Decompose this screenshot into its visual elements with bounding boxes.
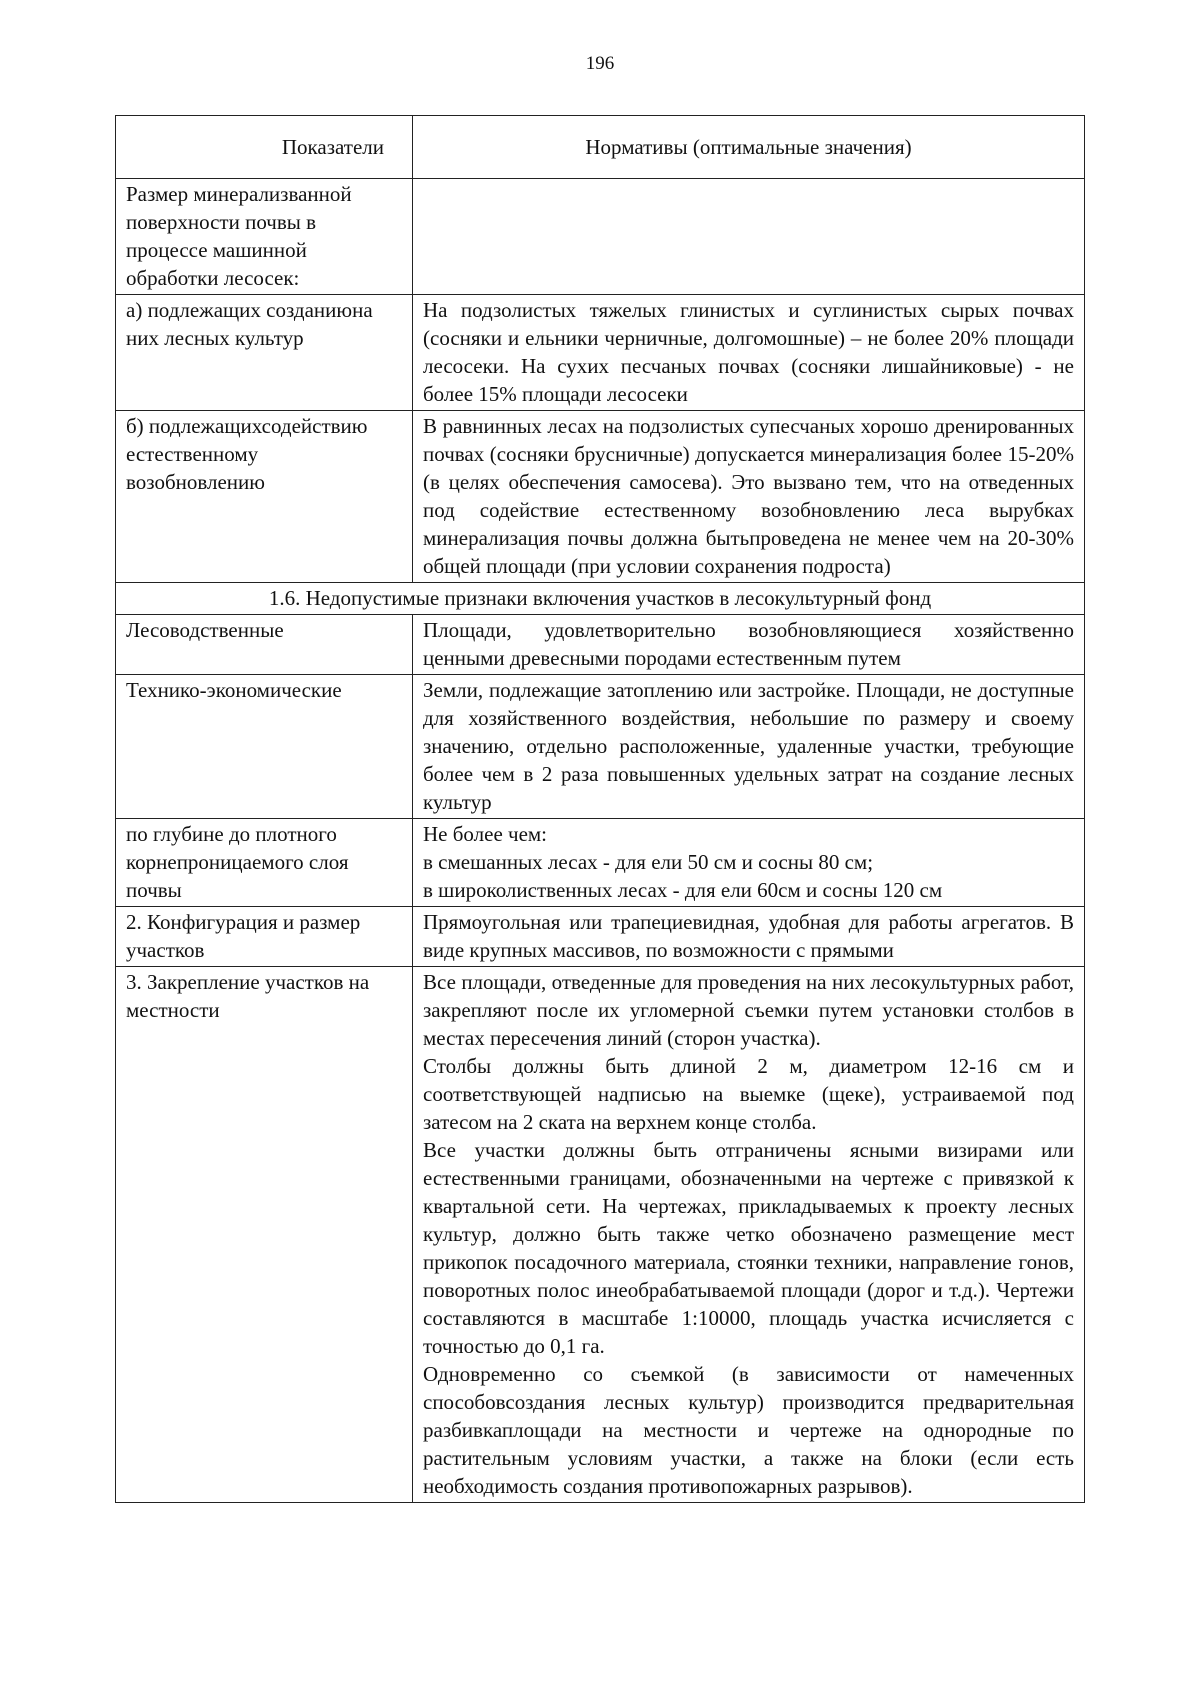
norm-paragraph: Столбы должны быть длиной 2 м, диаметром 12-16 см и соответствующей надписью на выемке (щеке), устраиваемой под затесом на 2 ската на верхнем конце столба. <box>423 1054 1074 1134</box>
table-row <box>116 819 1085 907</box>
norm-line: в смешанных лесах - для ели 50 см и сосны 80 см; <box>423 850 874 874</box>
norms-table <box>115 115 1085 1503</box>
table-row <box>116 295 1085 411</box>
section-heading: 1.6. Недопустимые признаки включения участков в лесокультурный фонд <box>116 583 1085 615</box>
table-row <box>116 179 1085 295</box>
norm-cell <box>413 819 1085 907</box>
norm-cell <box>413 179 1085 295</box>
norm-cell: В равнинных лесах на подзолистых супесчаных хорошо дренированных почвах (сосняки брусничные) допускается минерализация более 15-20% (в целях обеспечения самосева). Это вызвано тем, что на отведенных под содействие естественному возобновлению леса вырубках минерализация почвы должна бытьпроведена не менее чем на 20-30% общей площади (при условии сохранения подроста) <box>413 411 1085 583</box>
indicator-cell: а) подлежащих созданиюна них лесных культур <box>116 295 413 411</box>
header-norms: Нормативы (оптимальные значения) <box>413 116 1085 179</box>
indicator-cell: Технико-экономические <box>116 675 413 819</box>
table-row <box>116 967 1085 1503</box>
table-row <box>116 615 1085 675</box>
table-row <box>116 411 1085 583</box>
indicator-cell: Размер минерализванной поверхности почвы в процессе машинной обработки лесосек: <box>116 179 413 295</box>
section-row <box>116 583 1085 615</box>
header-indicators: Показатели <box>116 116 413 179</box>
table-row <box>116 907 1085 967</box>
indicator-cell: 2. Конфигурация и размер участков <box>116 907 413 967</box>
norm-paragraph: Одновременно со съемкой (в зависимости от намеченных способовсоздания лесных культур) производится предварительная разбивкаплощади на местности и чертеже на однородные по растительным условиям участки, а также на блоки (если есть необходимость создания противопожарных разрывов). <box>423 1362 1074 1498</box>
norm-cell: На подзолистых тяжелых глинистых и суглинистых сырых почвах (сосняки и ельники черничные, долгомошные) – не более 20% площади лесосеки. На сухих песчаных почвах (сосняки лишайниковые) - не более 15% площади лесосеки <box>413 295 1085 411</box>
norm-cell: Прямоугольная или трапециевидная, удобная для работы агрегатов. В виде крупных массивов, по возможности с прямыми <box>413 907 1085 967</box>
norm-cell: Земли, подлежащие затоплению или застройке. Площади, не доступные для хозяйственного воздействия, небольшие по размеру и своему значению, отдельно расположенные, удаленные участки, требующие более чем в 2 раза повышенных удельных затрат на создание лесных культур <box>413 675 1085 819</box>
page-number: 196 <box>585 53 615 74</box>
indicator-cell: 3. Закрепление участков на местности <box>116 967 413 1503</box>
norm-cell: Площади, удовлетворительно возобновляющиеся хозяйственно ценными древесными породами естественным путем <box>413 615 1085 675</box>
norm-paragraph: Все площади, отведенные для проведения на них лесокультурных работ, закрепляют после их угломерной съемки путем установки столбов в местах пересечения линий (сторон участка). <box>423 970 1074 1050</box>
table-header-row <box>116 116 1085 179</box>
norm-line: в широколиственных лесах - для ели 60см и сосны 120 см <box>423 878 943 902</box>
norm-cell <box>413 967 1085 1503</box>
indicator-cell: по глубине до плотного корнепроницаемого слоя почвы <box>116 819 413 907</box>
norm-paragraph: Все участки должны быть отграничены ясными визирами или естественными границами, обозначенными на чертеже с привязкой к квартальной сети. На чертежах, прикладываемых к проекту лесных культур, должно быть также четко обозначено размещение мест прикопок посадочного материала, стоянки техники, направление гонов, поворотных полос инеобрабатываемой площади (дорог и т.д.). Чертежи составляются в масштабе 1:10000, площадь участка исчисляется с точностью до 0,1 га. <box>423 1138 1074 1358</box>
indicator-cell: б) подлежащихсодействию естественному возобновлению <box>116 411 413 583</box>
table-row <box>116 675 1085 819</box>
norm-line: Не более чем: <box>423 822 548 846</box>
indicator-cell: Лесоводственные <box>116 615 413 675</box>
